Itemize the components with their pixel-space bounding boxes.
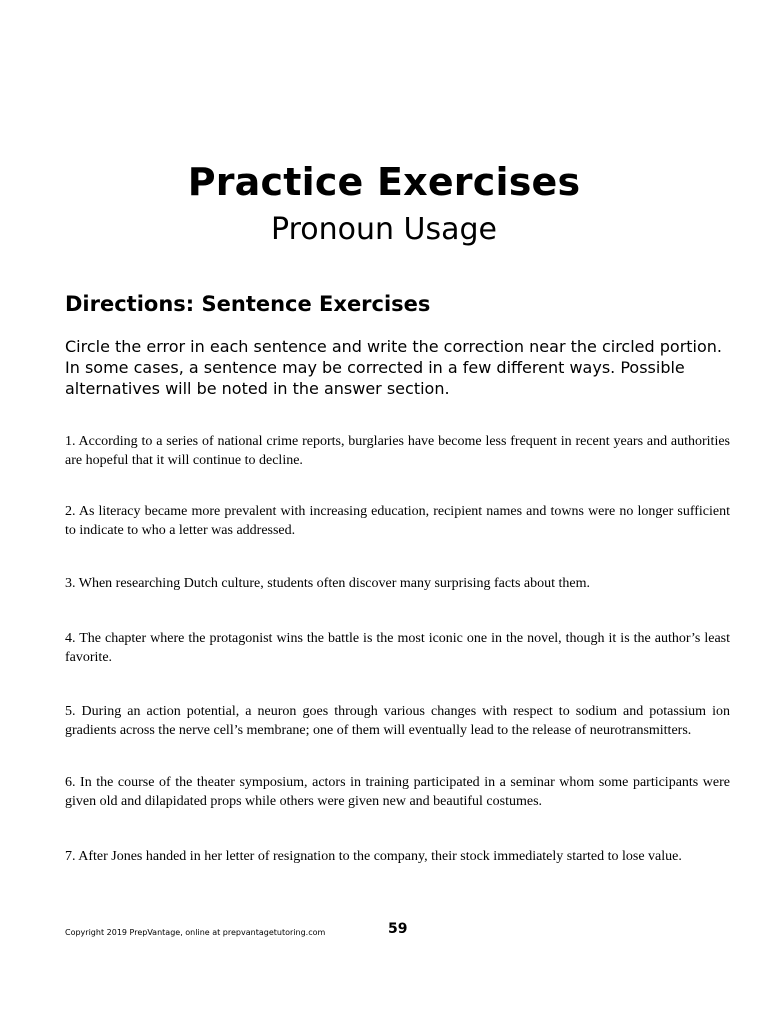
page-number: 59 <box>388 921 408 937</box>
exercise-item-1: 1. According to a series of national crime reports, burglaries have become less frequent in recent years and authorities are hopeful that it will continue to decline. <box>65 434 730 468</box>
exercise-item-6: 6. In the course of the theater symposium, actors in training participated in a seminar whom some participants were given old and dilapidated props while others were given new and beautiful costumes. <box>65 775 730 809</box>
exercise-item-7: 7. After Jones handed in her letter of resignation to the company, their stock immediately started to lose value. <box>65 849 682 864</box>
footer-copyright: Copyright 2019 PrepVantage, online at prepvantagetutoring.com <box>65 928 326 937</box>
page-title: Practice Exercises <box>187 160 581 204</box>
directions-text: Circle the error in each sentence and write the correction near the circled portion. In some cases, a sentence may be corrected in a few different ways. Possible alternatives will be noted in the answer section. <box>65 337 723 398</box>
exercise-item-4: 4. The chapter where the protagonist wins the battle is the most iconic one in the novel, though it is the author’s least favorite. <box>65 631 730 665</box>
exercise-item-3: 3. When researching Dutch culture, students often discover many surprising facts about them. <box>65 576 590 591</box>
section-heading: Directions: Sentence Exercises <box>65 292 431 316</box>
exercise-item-5: 5. During an action potential, a neuron goes through various changes with respect to sodium and potassium ion gradients across the nerve cell’s membrane; one of them will eventually lead to the release of neurotransmitters. <box>65 704 730 738</box>
exercise-item-2: 2. As literacy became more prevalent with increasing education, recipient names and towns were no longer sufficient to indicate to who a letter was addressed. <box>65 504 730 538</box>
page-subtitle: Pronoun Usage <box>271 212 497 247</box>
